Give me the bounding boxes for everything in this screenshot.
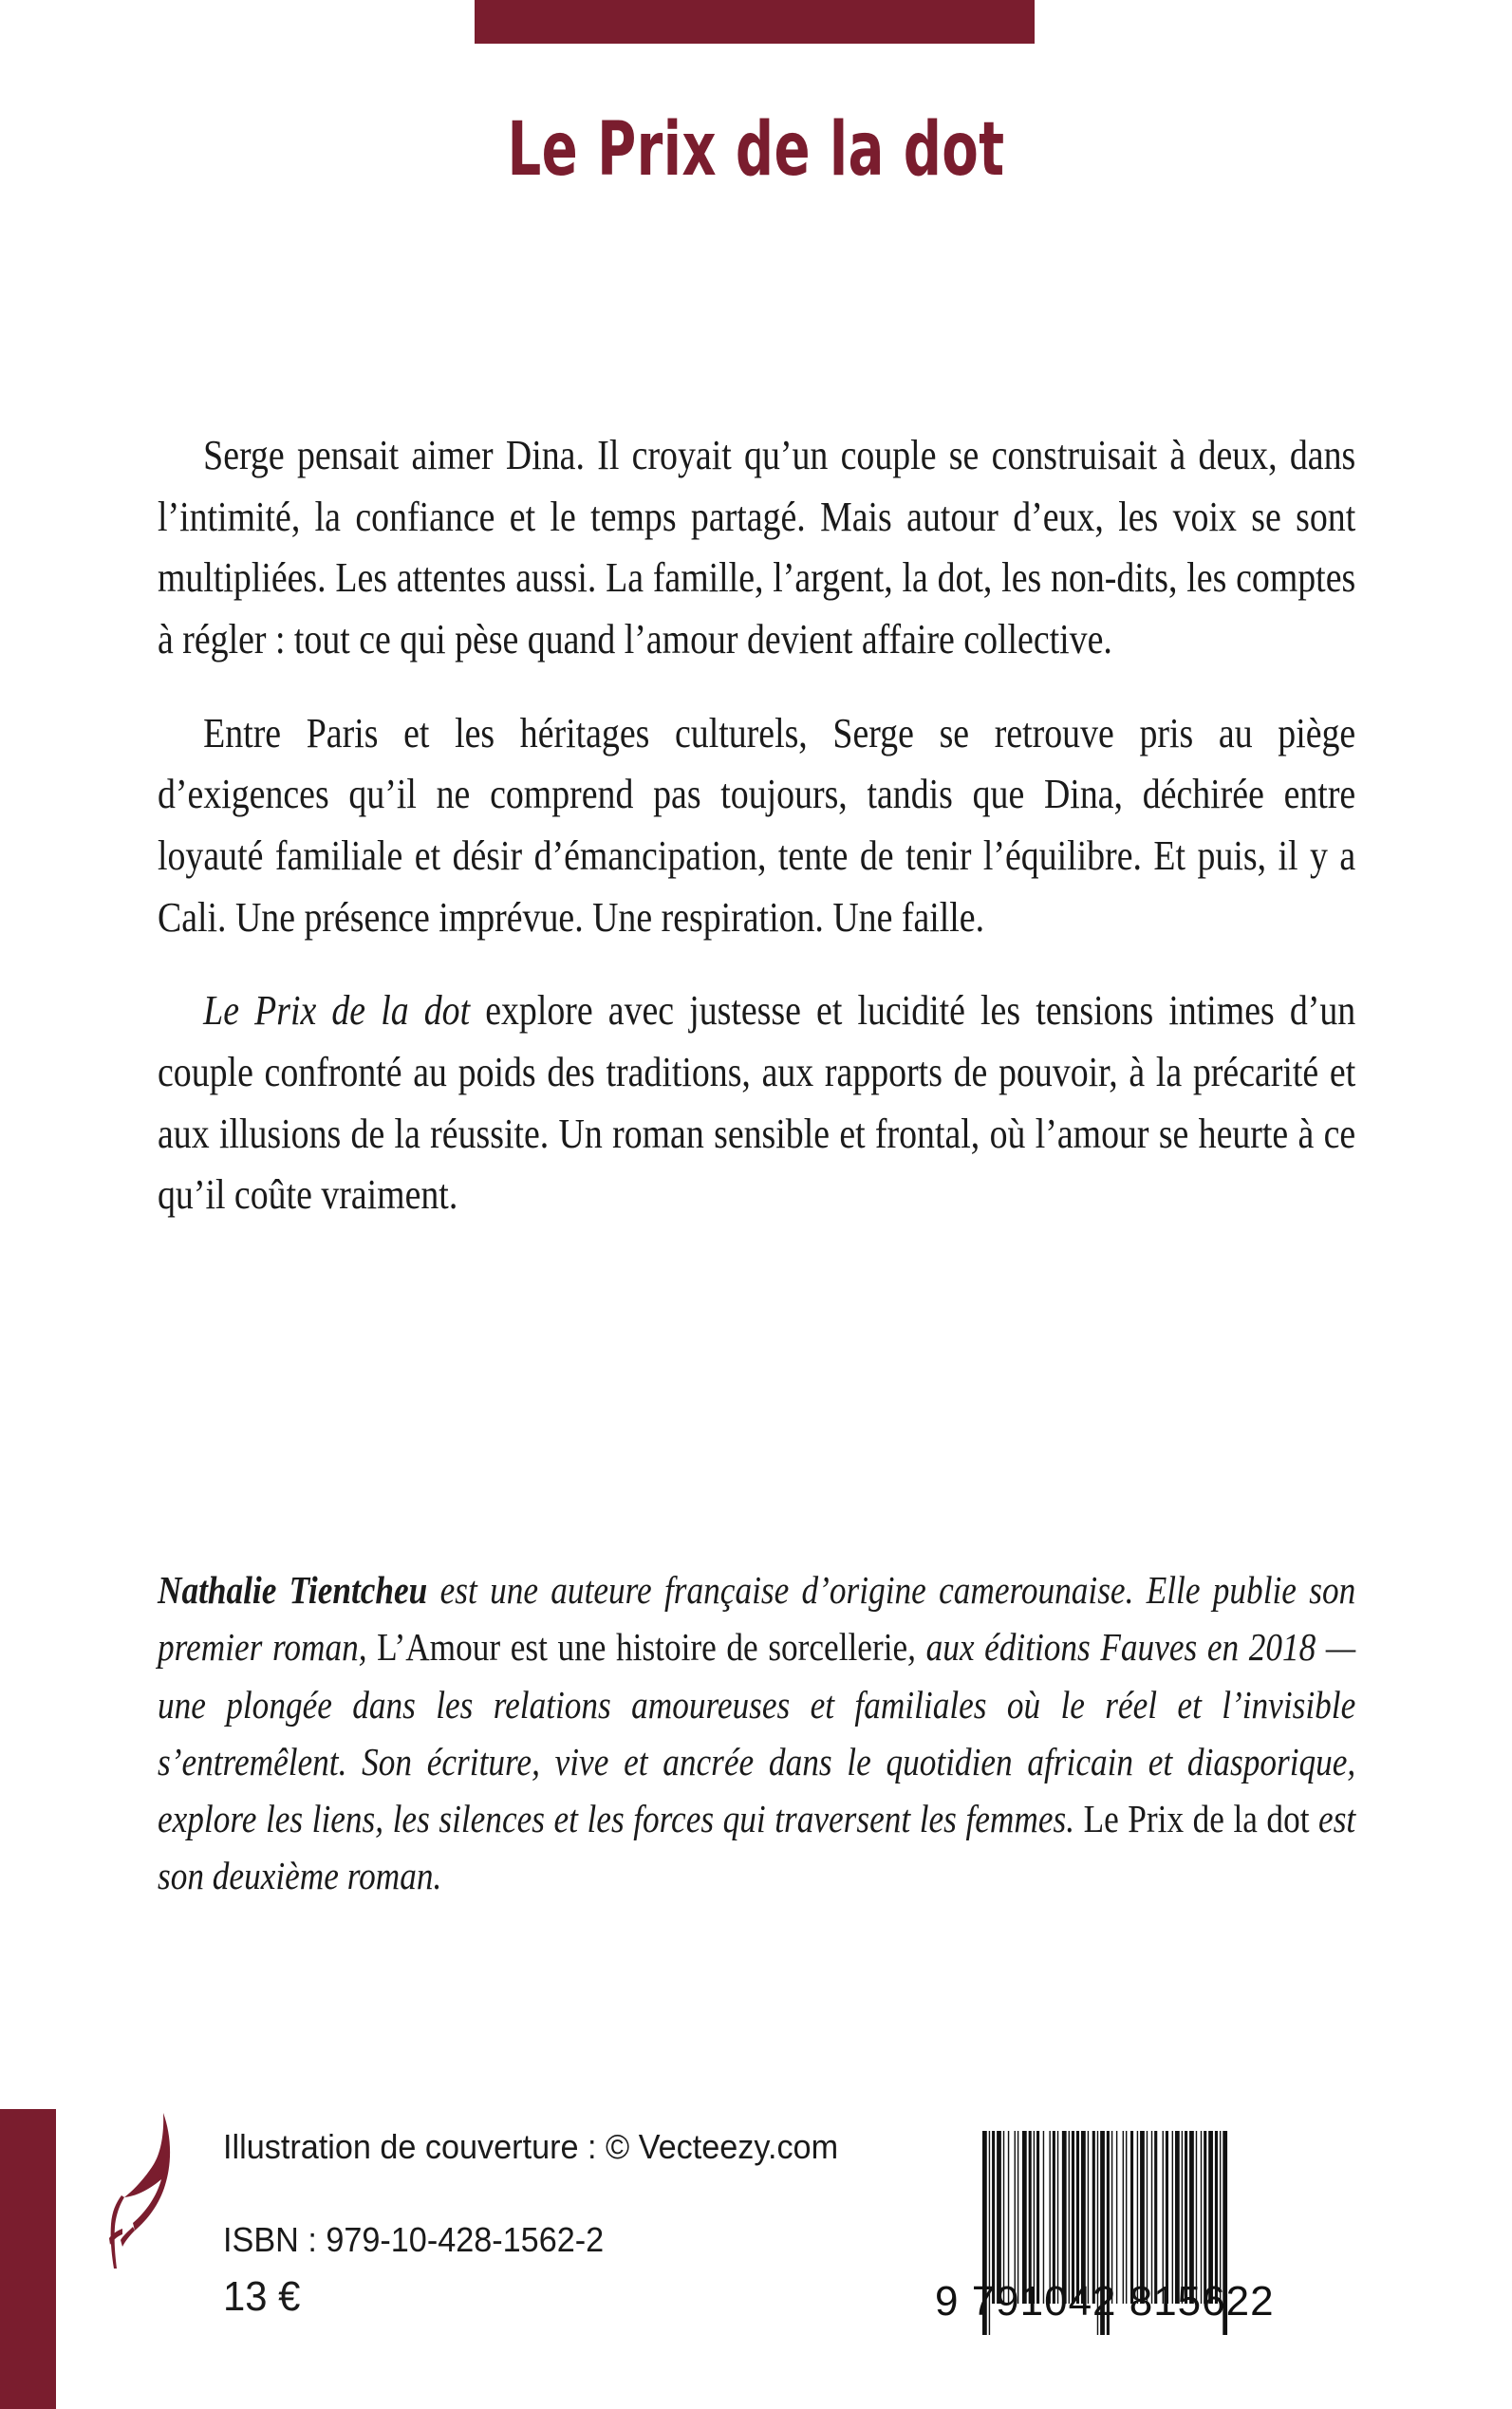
feather-icon	[104, 2109, 177, 2272]
page-title: Le Prix de la dot	[507, 107, 1005, 193]
footer-text-block	[223, 2126, 870, 2323]
bio-segment-1: est une auteure française d’origine camerounaise. Elle publie son premier roman,	[158, 1568, 1356, 1670]
author-name: Nathalie Tientcheu	[158, 1568, 428, 1612]
bio-segment-3: est son deuxième roman.	[158, 1797, 1356, 1898]
isbn-line: ISBN : 979-10-428-1562-2	[223, 2220, 605, 2260]
author-bio-paragraph	[158, 1561, 1355, 1905]
blurb-book-title-italic: Le Prix de la dot	[203, 987, 471, 1035]
top-accent-bar	[475, 0, 1035, 44]
cover-illustration-credit: Illustration de couverture : © Vecteezy.com	[223, 2127, 839, 2166]
blurb-paragraph-3	[158, 980, 1355, 1226]
blurb-paragraph-3-rest: explore avec justesse et lucidité les tensions intimes d’un couple confronté au poids des traditions, aux rapports de pouvoir, à la précarité et aux illusions de la réussite. Un roman sensible et frontal, où l’amour se heurte à ce qu’il coûte vraiment.	[158, 987, 1356, 1219]
blurb-section	[158, 425, 1355, 1226]
blurb-paragraph-2: Entre Paris et les héritages culturels, Serge se retrouve pris au piège d’exigences qu’il ne comprend pas toujours, tandis que Dina, déchirée entre loyauté familiale et désir d’émancipation, tente de tenir l’équilibre. Et puis, il y a Cali. Une présence imprévue. Une respiration. Une faille.	[158, 709, 1356, 941]
second-book-title: Le Prix de la dot	[1083, 1797, 1310, 1841]
barcode-digits: 9 791042 815622	[935, 2278, 1275, 2325]
price-line: 13 €	[223, 2273, 301, 2321]
bottom-left-accent-bar	[0, 2109, 56, 2409]
blurb-paragraph-1: Serge pensait aimer Dina. Il croyait qu’un couple se construisait à deux, dans l’intimité, la confiance et le temps partagé. Mais autour d’eux, les voix se sont multipliées. Les attentes aussi. La famille, l’argent, la dot, les non-dits, les comptes à régler : tout ce qui pèse quand l’amour devient affaire collective.	[158, 432, 1356, 663]
author-bio-section	[158, 1561, 1355, 1905]
first-book-title: L’Amour est une histoire de sorcellerie	[377, 1625, 908, 1670]
bio-segment-2: , aux éditions Fauves en 2018 — une plongée dans les relations amoureuses et familiales où le réel et l’invisible s’entremêlent. Son écriture, vive et ancrée dans le quotidien africain et diasporique, explore les liens, les silences et les forces qui traversent les femmes.	[158, 1625, 1356, 1841]
